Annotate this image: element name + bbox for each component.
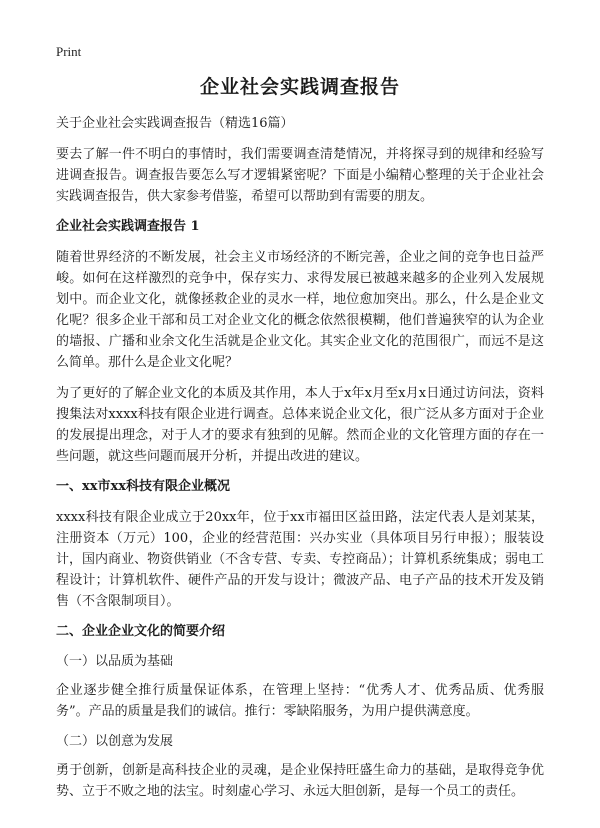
subheading-creativity: （二）以创意为发展 bbox=[56, 734, 174, 749]
paragraph-4: 企业逐步健全推行质量保证体系，在管理上坚持：“优秀人才、优秀品质、优秀服务”。产品的质量是我们的诚信。推行：零缺陷服务，为用户提供满意度。 bbox=[56, 683, 544, 719]
heading-culture-intro: 二、企业企业文化的简要介绍 bbox=[56, 624, 226, 639]
document-title: 企业社会实践调查报告 bbox=[199, 76, 400, 98]
paragraph-1: 随着世界经济的不断发展，社会主义市场经济的不断完善，企业之间的竞争也日益严峻。如何在这样激烈的竞争中，保存实力、求得发展已被越来越多的企业列入发展规划中。而企业文化，就像拯救企业的灵水一样，地位愈加突出。那么，什么是企业文化呢？很多企业干部和员工对企业文化的概念依然很模糊，他们普遍狭窄的认为企业的墙报、广播和业余文化生活就是企业文化。其实企业文化的范围很广，而远不是这么简单。那什么是企业文化呢？ bbox=[56, 250, 544, 370]
section-heading: 企业社会实践调查报告 1 bbox=[56, 219, 200, 234]
intro-paragraph: 要去了解一件不明白的事情时，我们需要调查清楚情况，并将探寻到的规律和经验写进调查报告。调查报告要怎么写才逻辑紧密呢？下面是小编精心整理的关于企业社会实践调查报告，供大家参考借鉴，希望可以帮助到有需要的朋友。 bbox=[56, 147, 544, 204]
paragraph-2: 为了更好的了解企业文化的本质及其作用，本人于x年x月至x月x日通过访问法，资料搜集法对xxxx科技有限企业进行调查。总体来说企业文化，很广泛从多方面对于企业的发展提出理念，对于人才的要求有独到的见解。然而企业的文化管理方面的存在一些问题，就这些问题而展开分析，并提出改进的建议。 bbox=[56, 386, 544, 464]
document-subtitle: 关于企业社会实践调查报告（精选16篇） bbox=[56, 116, 294, 131]
print-label: Print bbox=[56, 44, 82, 59]
subheading-quality: （一）以品质为基础 bbox=[56, 654, 174, 669]
paragraph-3: xxxx科技有限企业成立于20xx年，位于xx市福田区益田路，法定代表人是刘某某，注册资本（万元）100，企业的经营范围：兴办实业（具体项目另行申报）；服装设计，国内商业、物资供销业（不含专营、专卖、专控商品）；计算机系统集成；弱电工程设计；计算机软件、硬件产品的开发与设计；微波产品、电子产品的技术开发及销售（不含限制项目）。 bbox=[56, 510, 544, 609]
heading-company-overview: 一、xx市xx科技有限企业概况 bbox=[56, 479, 231, 494]
paragraph-5: 勇于创新，创新是高科技企业的灵魂，是企业保持旺盛生命力的基础，是取得竞争优势、立于不败之地的法宝。时刻虚心学习、永远大胆创新，是每一个员工的责任。 bbox=[56, 763, 544, 799]
